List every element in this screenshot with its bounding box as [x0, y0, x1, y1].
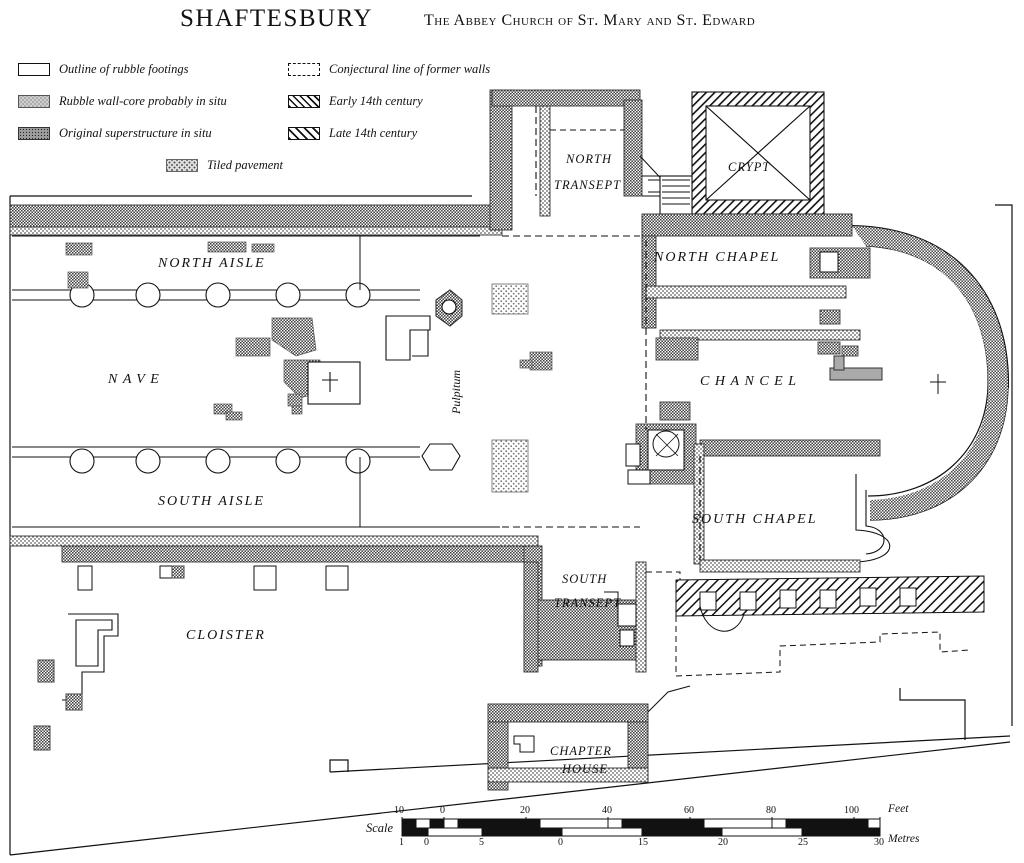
- scale-tick-feet-20: 20: [520, 805, 530, 816]
- scale-tick-feet-0: 0: [440, 805, 445, 816]
- label-chapter-house-line2: HOUSE: [562, 762, 608, 776]
- label-north-chapel: NORTH CHAPEL: [654, 250, 781, 265]
- label-south-transept-line1: SOUTH: [562, 572, 608, 586]
- legend-label: Outline of rubble footings: [59, 61, 189, 76]
- scale-tick-metres-5: 5: [479, 837, 484, 848]
- label-south-aisle: SOUTH AISLE: [158, 494, 265, 509]
- label-chancel: CHANCEL: [700, 374, 802, 389]
- legend-label: Conjectural line of former walls: [329, 61, 491, 76]
- legend-label: Early 14th century: [329, 93, 423, 108]
- crypt-structure: [660, 92, 824, 214]
- label-cloister: CLOISTER: [186, 628, 266, 643]
- scale-unit-feet: Feet: [888, 803, 909, 815]
- scale-tick-metres-15: 15: [638, 837, 648, 848]
- scale-tick-feet-10: 10: [394, 805, 404, 816]
- label-south-transept-line2: TRANSEPT: [554, 596, 622, 610]
- page-title: SHAFTESBURY: [180, 5, 373, 32]
- scale-label: Scale: [366, 821, 394, 835]
- legend-label: Rubble wall-core probably in situ: [59, 93, 227, 108]
- chancel-south-wall: [694, 440, 880, 564]
- south-range-late-14c: [676, 576, 984, 676]
- scale-tick-metres-30: 30: [874, 837, 884, 848]
- presbytery-structures: [626, 402, 696, 484]
- page-subtitle: The Abbey Church of St. Mary and St. Edward: [424, 12, 756, 29]
- chancel-features: [656, 248, 946, 394]
- nave-tomb-slab: [308, 362, 360, 404]
- scale-tick-metres-10: 0: [558, 837, 563, 848]
- scale-tick-metres-0a: 0: [424, 837, 429, 848]
- label-nave: NAVE: [108, 372, 165, 387]
- scale-unit-metres: Metres: [888, 833, 920, 845]
- scale-tick-metres-20: 20: [718, 837, 728, 848]
- legend-label: Late 14th century: [329, 125, 418, 140]
- scale-tick-metres-25: 25: [798, 837, 808, 848]
- scale-tick-metres-1: 1: [399, 837, 404, 848]
- scale-tick-feet-100: 100: [844, 805, 859, 816]
- label-pulpitum: Pulpitum: [449, 370, 463, 414]
- label-north-aisle: NORTH AISLE: [158, 256, 266, 271]
- label-crypt: CRYPT: [728, 160, 771, 174]
- label-south-chapel: SOUTH CHAPEL: [692, 512, 818, 527]
- scale-bar: [366, 805, 926, 851]
- cloister-walls: [34, 566, 184, 750]
- label-north-transept-line1: NORTH: [566, 152, 612, 166]
- scale-tick-feet-80: 80: [766, 805, 776, 816]
- tiled-pavement-patches: [492, 284, 528, 492]
- scale-tick-feet-40: 40: [602, 805, 612, 816]
- label-chapter-house-line1: CHAPTER: [550, 744, 612, 758]
- label-north-transept-line2: TRANSEPT: [554, 178, 622, 192]
- nave-north-wall: [10, 90, 512, 235]
- legend-label: Original superstructure in situ: [59, 125, 212, 140]
- scale-tick-feet-60: 60: [684, 805, 694, 816]
- legend-label: Tiled pavement: [207, 157, 284, 172]
